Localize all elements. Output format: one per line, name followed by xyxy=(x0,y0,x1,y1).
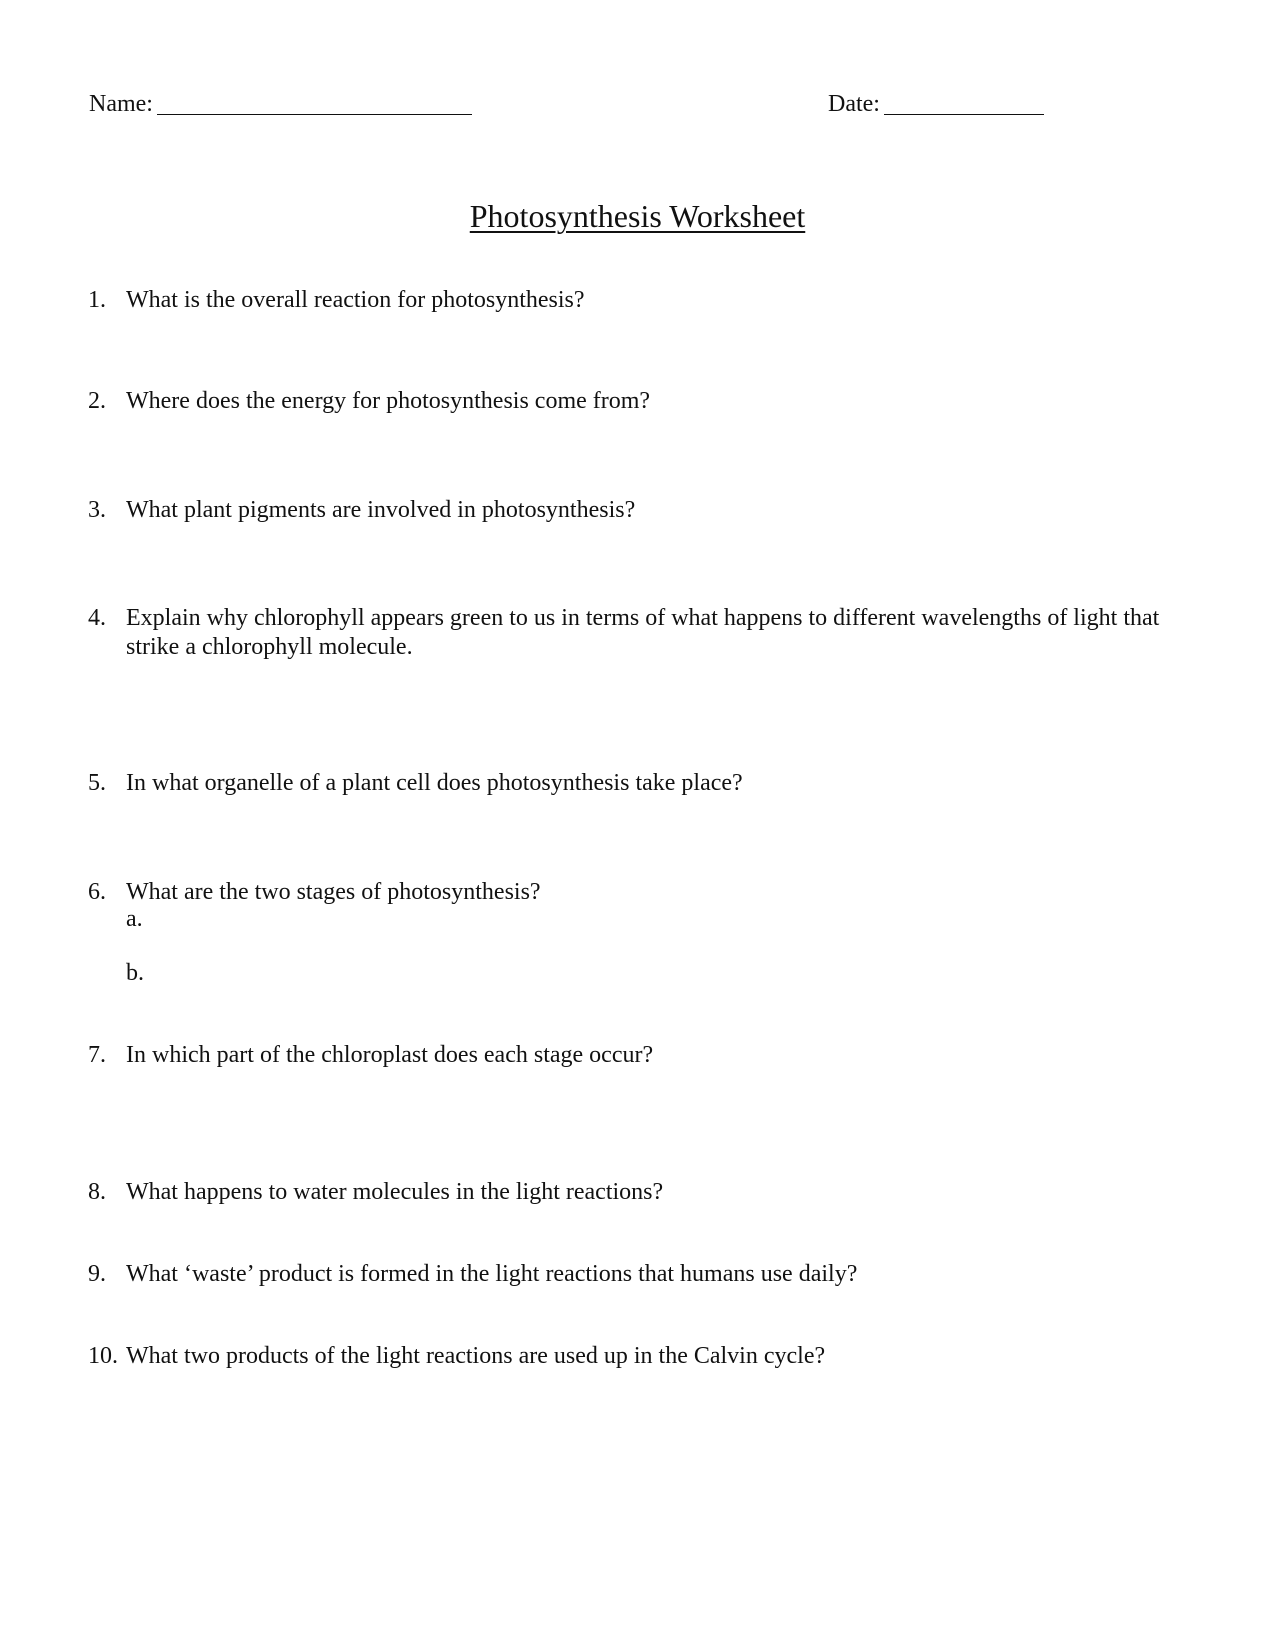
question-text: What ‘waste’ product is formed in the light reactions that humans use daily? xyxy=(126,1261,858,1287)
name-field[interactable] xyxy=(89,86,472,118)
question-number: 8. xyxy=(88,1179,106,1205)
question-4 xyxy=(88,604,1208,662)
question-number: 5. xyxy=(88,770,106,796)
question-number: 1. xyxy=(88,287,106,313)
question-number: 3. xyxy=(88,497,106,523)
question-2 xyxy=(88,387,1208,416)
question-text: What plant pigments are involved in photosynthesis? xyxy=(126,497,636,523)
question-text: What happens to water molecules in the light reactions? xyxy=(126,1179,664,1205)
question-number: 2. xyxy=(88,388,106,414)
date-label: Date: xyxy=(828,91,880,117)
name-blank-line[interactable] xyxy=(157,90,472,115)
question-text: What two products of the light reactions are used up in the Calvin cycle? xyxy=(126,1343,826,1369)
question-5 xyxy=(88,769,1208,798)
question-1 xyxy=(88,286,1208,315)
question-text: Explain why chlorophyll appears green to us in terms of what happens to different wavelengths of light that strike a chlorophyll molecule. xyxy=(126,605,1160,660)
question-8 xyxy=(88,1178,1208,1207)
question-number: 9. xyxy=(88,1261,106,1287)
date-blank-line[interactable] xyxy=(884,90,1044,115)
question-text: What is the overall reaction for photosynthesis? xyxy=(126,287,585,313)
question-6 xyxy=(88,878,1208,907)
name-label: Name: xyxy=(89,91,153,117)
question-10 xyxy=(88,1342,1208,1371)
question-number: 4. xyxy=(88,605,106,631)
question-6-sub-b: b. xyxy=(126,960,144,986)
question-text: Where does the energy for photosynthesis come from? xyxy=(126,388,651,414)
question-3 xyxy=(88,496,1208,525)
question-number: 6. xyxy=(88,879,106,905)
date-field[interactable] xyxy=(828,86,1044,118)
question-9 xyxy=(88,1260,1208,1289)
page-title xyxy=(0,198,1275,235)
page-title-text: Photosynthesis Worksheet xyxy=(469,198,806,234)
question-text: In which part of the chloroplast does each stage occur? xyxy=(126,1042,654,1068)
question-number: 10. xyxy=(88,1343,118,1369)
question-text: In what organelle of a plant cell does photosynthesis take place? xyxy=(126,770,743,796)
question-number: 7. xyxy=(88,1042,106,1068)
question-text: What are the two stages of photosynthesis? xyxy=(126,879,541,905)
question-6-sub-a: a. xyxy=(126,906,143,932)
question-7 xyxy=(88,1041,1208,1070)
